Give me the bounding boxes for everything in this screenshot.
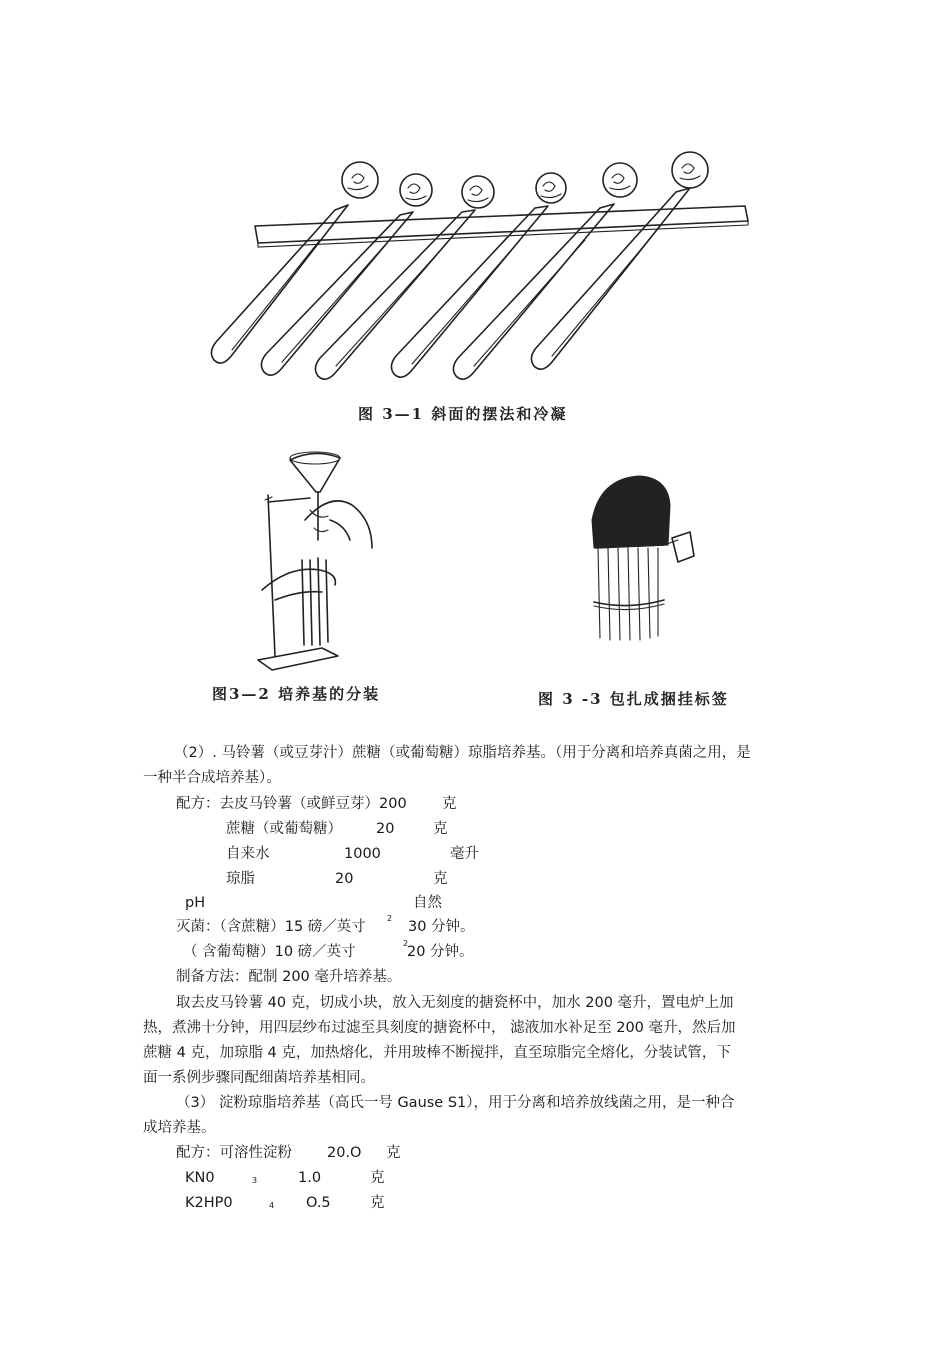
section3-row1-amount: 20.O (327, 1145, 362, 1161)
section2-row4-amount: 20 (335, 871, 354, 887)
section3-row2-sub: 3 (252, 1176, 258, 1185)
section3-row3-name: K2HP0 (185, 1195, 233, 1211)
section3-heading-line2: 成培养基。 (143, 1120, 216, 1136)
section2-row3-unit: 毫升 (450, 846, 479, 862)
sterilize-line2: （ 含葡萄糖）10 磅／英寸 (183, 944, 356, 960)
section2-recipe-unit1: 克 (442, 796, 457, 812)
preparation-method: 制备方法：配制 200 毫升培养基。 (176, 969, 402, 985)
paragraph-line2: 热，煮沸十分钟，用四层纱布过滤至具刻度的搪瓷杯中， 滤液加水补足至 200 毫升，然后加 (143, 1020, 736, 1036)
sterilize-line1-tail: 30 分钟。 (408, 919, 475, 935)
section2-row2-unit: 克 (433, 821, 448, 837)
section2-heading-line1: （2）. 马铃薯（或豆芽汁）蔗糖（或葡萄糖）琼脂培养基。（用于分离和培养真菌之用，是 (174, 745, 751, 761)
ph-label: pH (185, 895, 206, 911)
ph-value: 自然 (413, 895, 442, 911)
section3-row2-name: KN0 (185, 1170, 215, 1186)
paragraph-line1: 取去皮马铃薯 40 克，切成小块，放入无刻度的搪瓷杯中，加水 200 毫升，置电炉上加 (176, 995, 734, 1011)
section2-row3-amount: 1000 (344, 846, 381, 862)
figure-3-1-caption: 图 3—1 斜面的摆法和冷凝 (358, 405, 568, 423)
sterilize-line2-tail: 20 分钟。 (407, 944, 474, 960)
paragraph-line4: 面一系例步骤同配细菌培养基相同。 (143, 1070, 375, 1086)
section2-row2-name: 蔗糖（或葡萄糖） (226, 821, 342, 837)
section2-row3-name: 自来水 (226, 846, 270, 862)
section3-row2-amount: 1.0 (298, 1170, 322, 1186)
section3-row3-amount: O.5 (306, 1195, 331, 1211)
paragraph-line3: 蔗糖 4 克，加琼脂 4 克，加热熔化，并用玻棒不断搅拌，直至琼脂完全熔化，分装试管，下 (143, 1045, 731, 1061)
section3-row3-unit: 克 (370, 1195, 385, 1211)
section2-row2-amount: 20 (376, 821, 395, 837)
sterilize-line1-sup: 2 (387, 914, 393, 923)
section3-recipe-label: 配方：可溶性淀粉 (176, 1145, 292, 1161)
section3-row1-unit: 克 (386, 1145, 401, 1161)
sterilize-line2-sup: 2 (403, 939, 409, 948)
section2-heading-line2: 一种半合成培养基）。 (143, 770, 281, 786)
section3-row2-unit: 克 (370, 1170, 385, 1186)
figure-3-2-caption: 图3—2 培养基的分装 (212, 685, 381, 703)
sterilize-line1: 灭菌：（含蔗糖）15 磅／英寸 (176, 919, 366, 935)
figure-3-3-caption: 图 3 -3 包扎成捆挂标签 (538, 690, 729, 708)
section3-row3-sub: 4 (269, 1201, 275, 1210)
section2-row4-name: 琼脂 (226, 871, 255, 887)
section3-heading-line1: （3） 淀粉琼脂培养基（高氏一号 Gause S1），用于分离和培养放线菌之用，是一种合 (176, 1095, 735, 1111)
section2-row4-unit: 克 (433, 871, 448, 887)
section2-recipe-label: 配方：去皮马铃薯（或鲜豆芽）200 (176, 796, 407, 812)
